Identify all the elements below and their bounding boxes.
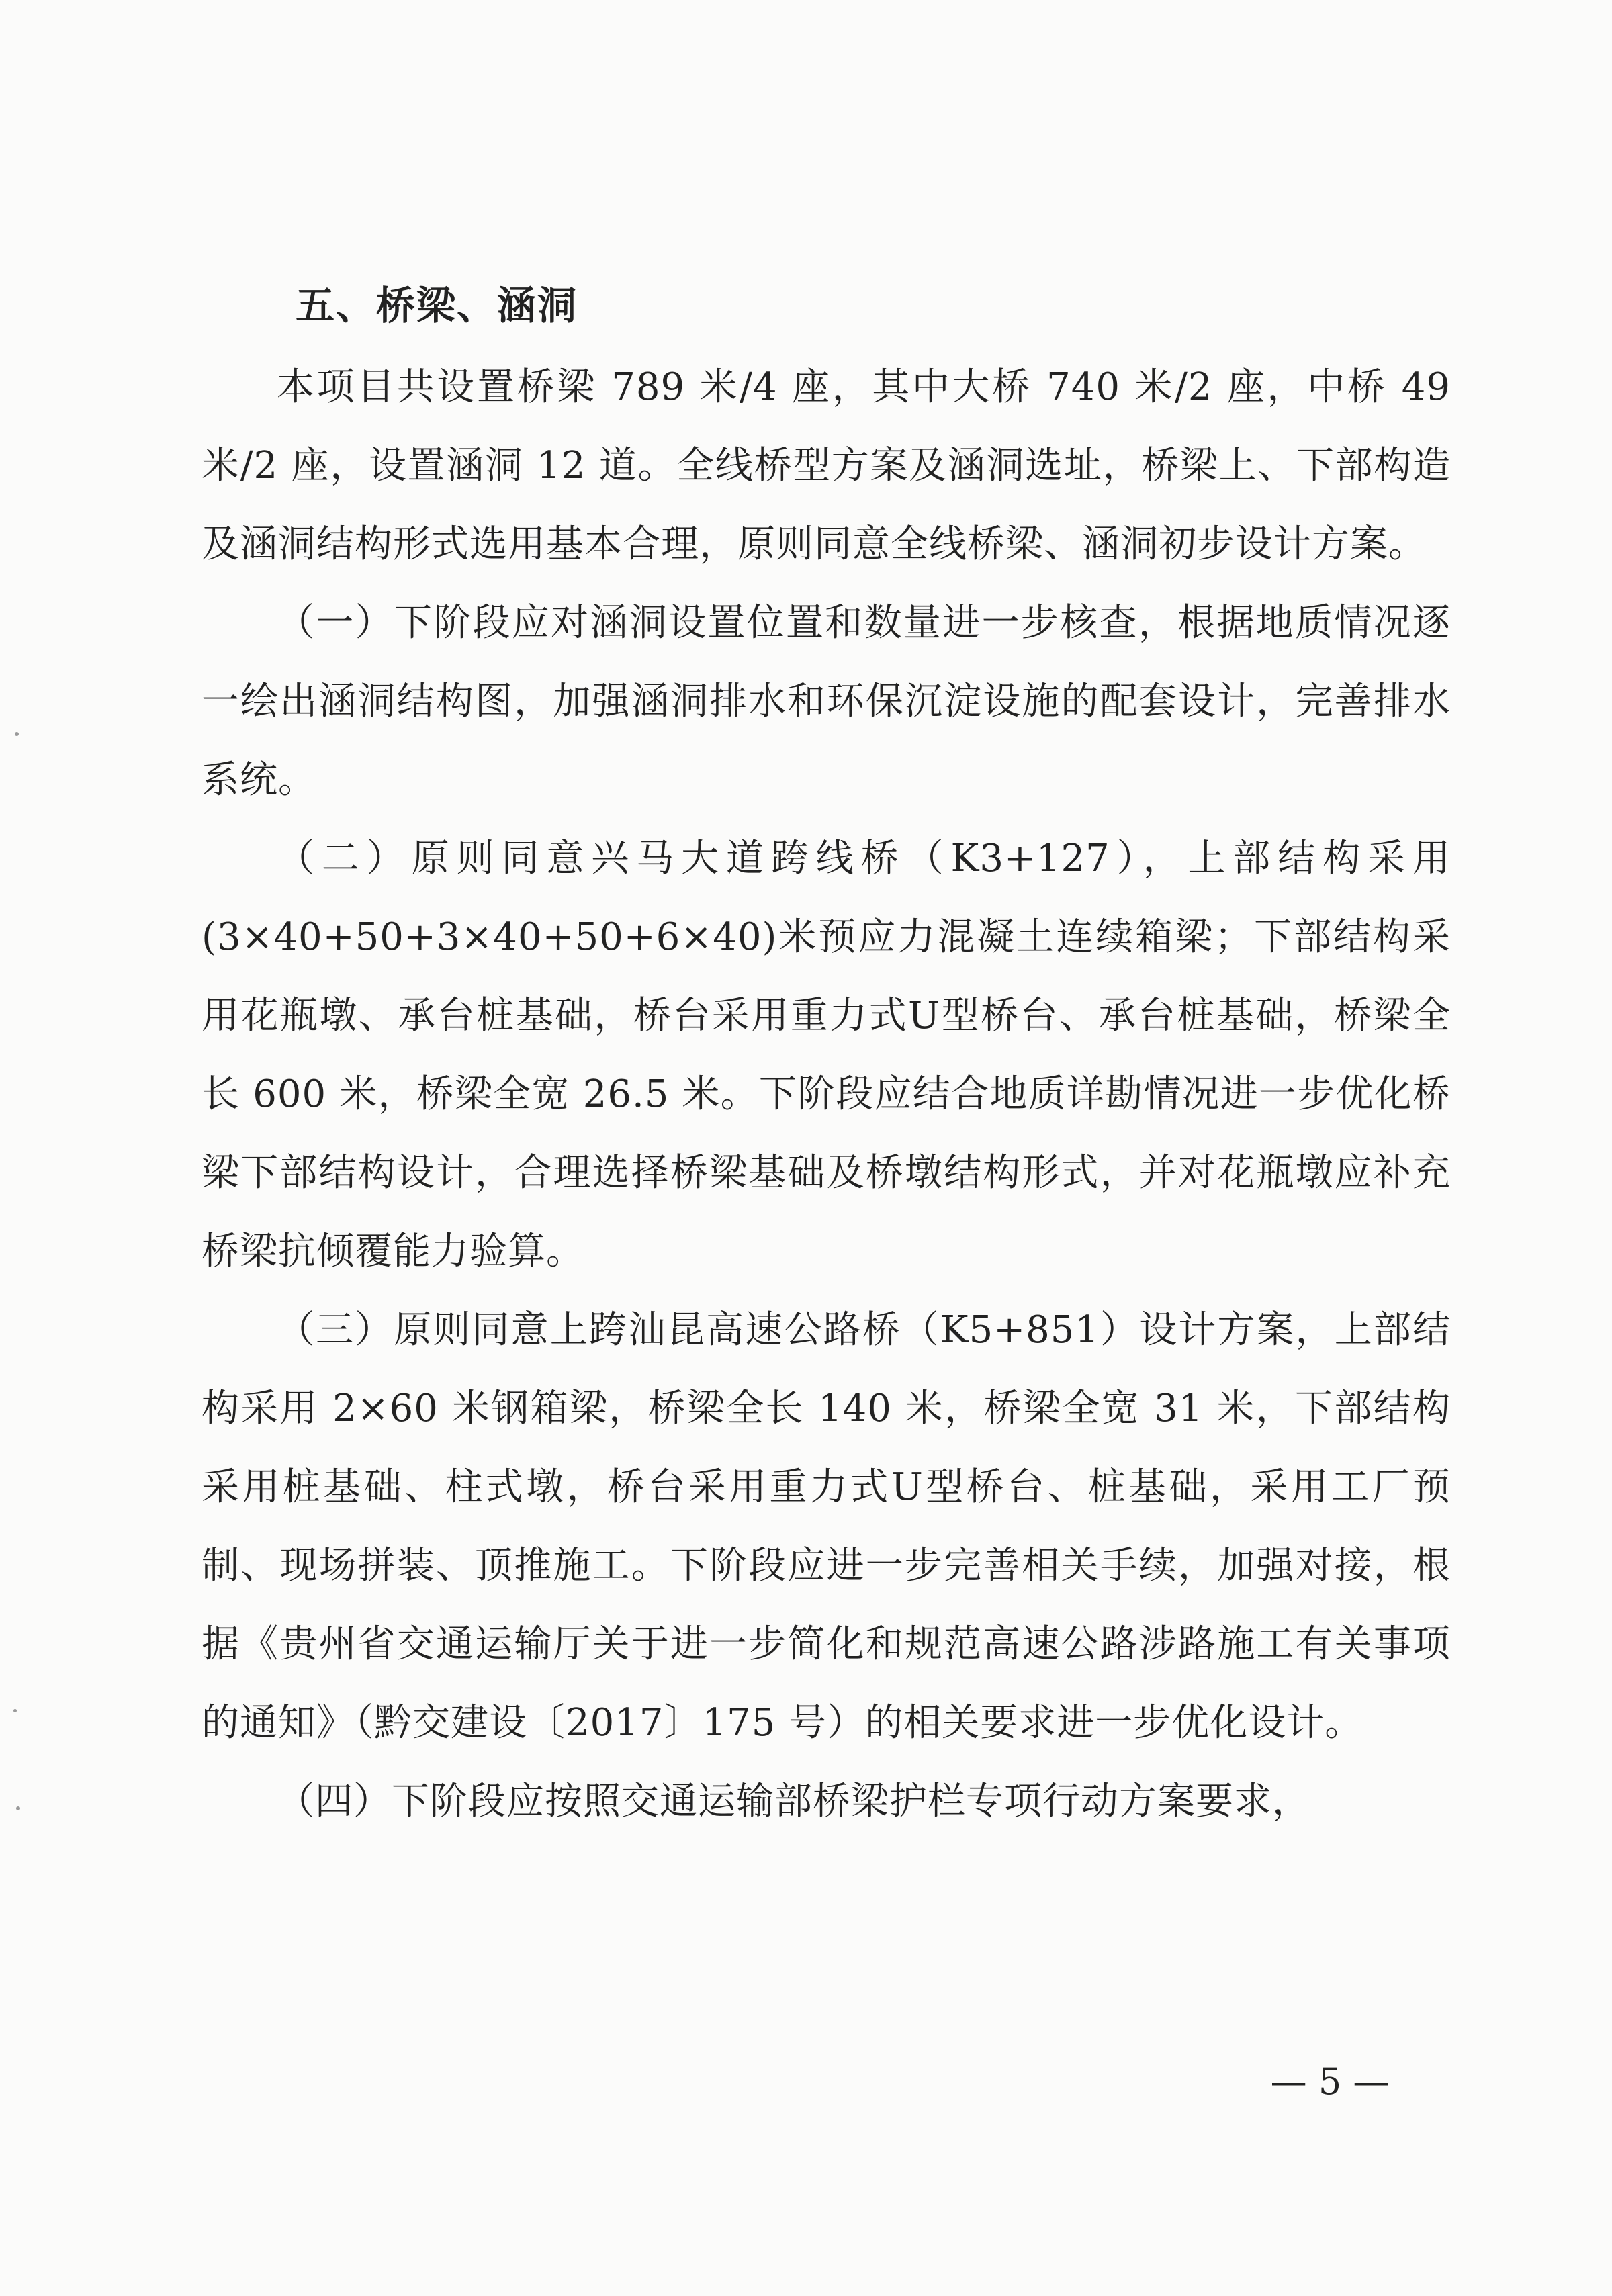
document-body — [202, 282, 1451, 1841]
paragraph-bridges-overview: 本项目共设置桥梁 789 米/4 座，其中大桥 740 米/2 座，中桥 49 米/2 座，设置涵洞 12 道。全线桥型方案及涵洞选址，桥梁上、下部构造及涵洞结构形式选用基本合理，原则同意全线桥梁、涵洞初步设计方案。 — [202, 365, 1451, 566]
scan-speck — [13, 1709, 17, 1712]
section-heading: 五、桥梁、涵洞 — [296, 283, 578, 328]
page-number: — 5 — — [1270, 2060, 1390, 2103]
scan-speck — [15, 732, 19, 736]
scan-speck — [16, 1806, 20, 1810]
paragraph-item-2: （二）原则同意兴马大道跨线桥（K3+127），上部结构采用(3×40+50+3×40+50+6×40)米预应力混凝土连续箱梁；下部结构采用花瓶墩、承台桩基础，桥台采用重力式U型桥台、承台桩基础，桥梁全长 600 米，桥梁全宽 26.5 米。下阶段应结合地质详勘情况进一步优化桥梁下部结构设计，合理选择桥梁基础及桥墩结构形式，并对花瓶墩应补充桥梁抗倾覆能力验算。 — [202, 837, 1451, 1273]
paragraph-item-4: （四）下阶段应按照交通运输部桥梁护栏专项行动方案要求， — [277, 1780, 1310, 1823]
paragraph-item-3: （三）原则同意上跨汕昆高速公路桥（K5+851）设计方案，上部结构采用 2×60 米钢箱梁，桥梁全长 140 米，桥梁全宽 31 米，下部结构采用桩基础、柱式墩，桥台采用重力式U型桥台、桩基础，采用工厂预制、现场拼装、顶推施工。下阶段应进一步完善相关手续，加强对接，根据《贵州省交通运输厅关于进一步简化和规范高速公路涉路施工有关事项的通知》（黔交建设〔2017〕175 号）的相关要求进一步优化设计。 — [202, 1308, 1451, 1745]
paragraph-item-1: （一）下阶段应对涵洞设置位置和数量进一步核查，根据地质情况逐一绘出涵洞结构图，加强涵洞排水和环保沉淀设施的配套设计，完善排水系统。 — [202, 601, 1451, 802]
